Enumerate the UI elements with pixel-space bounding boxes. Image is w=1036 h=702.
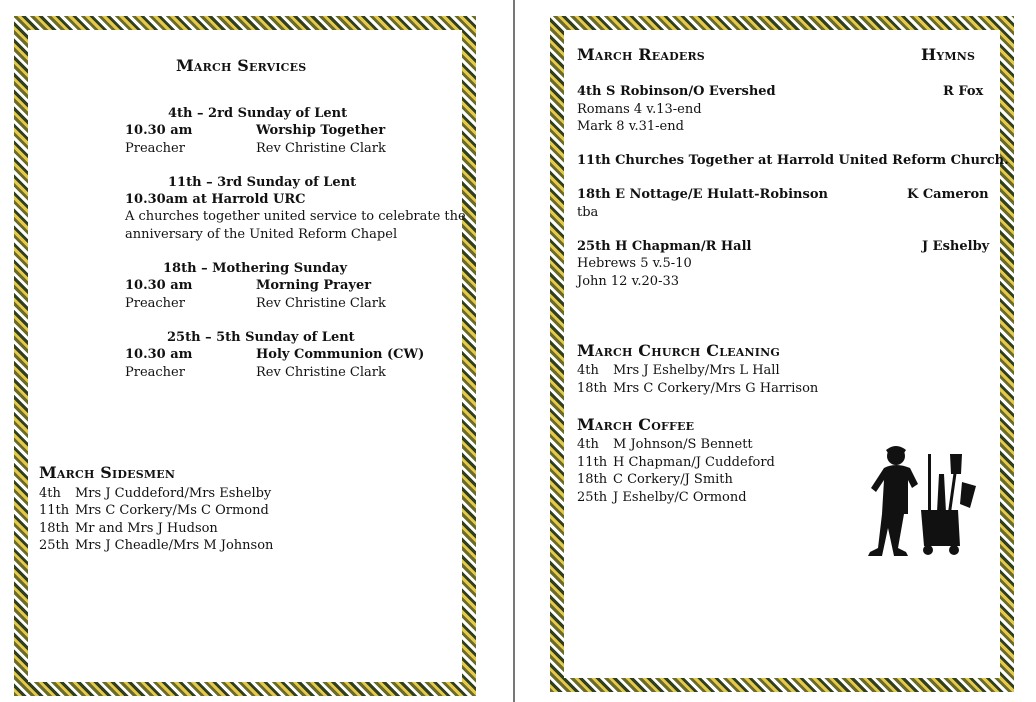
service-heading: 25th – 5th Sunday of Lent — [167, 330, 355, 345]
cleaning-names: Mrs J Eshelby/Mrs L Hall — [613, 363, 780, 378]
cleaning-date: 18th — [577, 381, 608, 396]
cleaning-date: 4th — [577, 363, 599, 378]
service-time: 10.30 am — [125, 278, 193, 293]
service-description: A churches together united service to celebrate the — [125, 209, 466, 224]
service-event: Holy Communion (CW) — [256, 347, 425, 362]
coffee-date: 25th — [577, 490, 608, 505]
coffee-title: March Coffee — [577, 415, 695, 434]
preacher-label: Preacher — [125, 365, 185, 380]
reader-heading: 25th H Chapman/R Hall — [577, 239, 752, 254]
service-time: 10.30 am — [125, 123, 193, 138]
sidesmen-title: March Sidesmen — [39, 463, 176, 482]
page-divider — [513, 0, 515, 702]
service-heading: 4th – 2rd Sunday of Lent — [168, 106, 348, 121]
service-time: 10.30 am — [125, 347, 193, 362]
preacher-name: Rev Christine Clark — [256, 141, 386, 156]
coffee-names: J Eshelby/C Ormond — [613, 490, 747, 505]
coffee-names: H Chapman/J Cuddeford — [613, 455, 775, 470]
sidesmen-date: 4th — [39, 486, 61, 501]
hymn-name: R Fox — [943, 84, 984, 99]
readers-title: March Readers — [577, 45, 705, 64]
hymn-name: K Cameron — [907, 187, 989, 202]
cleaning-title: March Church Cleaning — [577, 341, 780, 360]
reader-heading: 18th E Nottage/E Hulatt-Robinson — [577, 187, 828, 202]
service-heading: 11th – 3rd Sunday of Lent — [168, 175, 357, 190]
sidesmen-date: 25th — [39, 538, 70, 553]
reading: Hebrews 5 v.5-10 — [577, 256, 692, 271]
reader-heading: 11th Churches Together at Harrold United Reform Church. — [577, 153, 1009, 168]
coffee-date: 11th — [577, 455, 608, 470]
cleaner-silhouette-icon — [866, 444, 986, 556]
reading: Mark 8 v.31-end — [577, 119, 684, 134]
reading: Romans 4 v.13-end — [577, 102, 702, 117]
reader-heading: 4th S Robinson/O Evershed — [577, 84, 776, 99]
preacher-name: Rev Christine Clark — [256, 365, 386, 380]
sidesmen-date: 18th — [39, 521, 70, 536]
reading: tba — [577, 205, 599, 220]
hymn-name: J Eshelby — [922, 239, 990, 254]
sidesmen-names: Mrs J Cuddeford/Mrs Eshelby — [75, 486, 272, 501]
coffee-names: M Johnson/S Bennett — [613, 437, 753, 452]
sidesmen-names: Mr and Mrs J Hudson — [75, 521, 218, 536]
sidesmen-names: Mrs J Cheadle/Mrs M Johnson — [75, 538, 274, 553]
cleaning-names: Mrs C Corkery/Mrs G Harrison — [613, 381, 819, 396]
service-venue: 10.30am at Harrold URC — [125, 192, 306, 207]
hymns-title: Hymns — [921, 45, 976, 64]
service-event: Worship Together — [256, 123, 386, 138]
service-event: Morning Prayer — [256, 278, 372, 293]
preacher-label: Preacher — [125, 141, 185, 156]
preacher-name: Rev Christine Clark — [256, 296, 386, 311]
preacher-label: Preacher — [125, 296, 185, 311]
service-heading: 18th – Mothering Sunday — [163, 261, 348, 276]
sidesmen-names: Mrs C Corkery/Ms C Ormond — [75, 503, 269, 518]
coffee-date: 18th — [577, 472, 608, 487]
service-description: anniversary of the United Reform Chapel — [125, 227, 398, 242]
coffee-names: C Corkery/J Smith — [613, 472, 733, 487]
reading: John 12 v.20-33 — [577, 274, 680, 289]
sidesmen-date: 11th — [39, 503, 70, 518]
coffee-date: 4th — [577, 437, 599, 452]
services-title: March Services — [176, 56, 307, 75]
